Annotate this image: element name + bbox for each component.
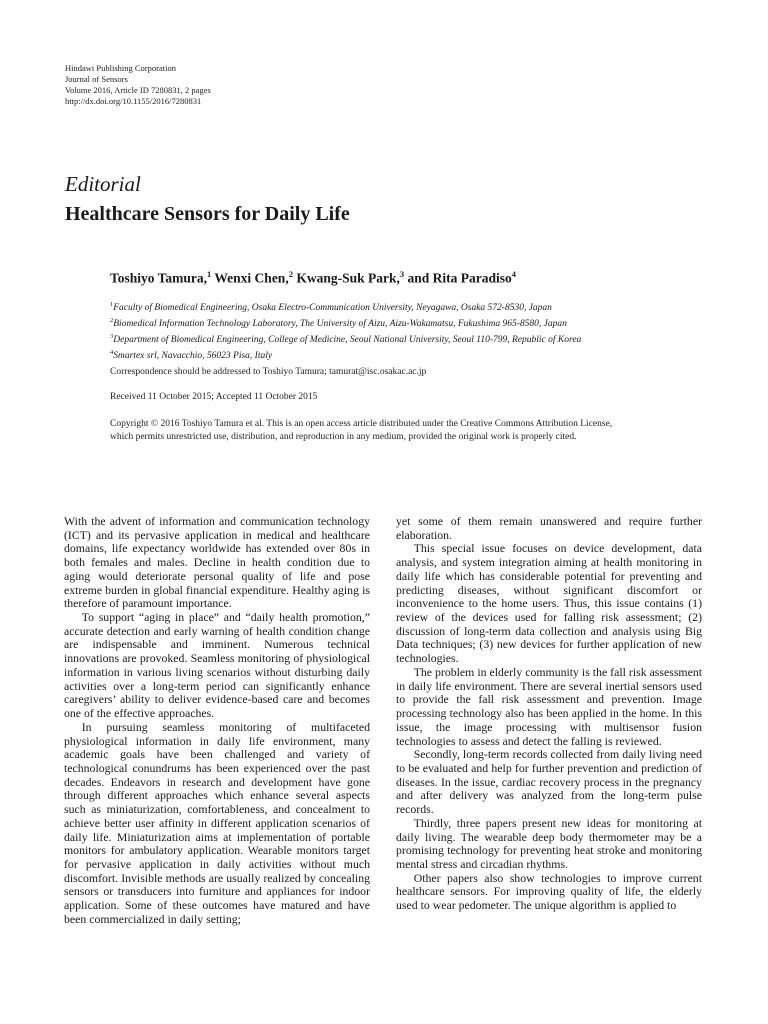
correspondence-line: Correspondence should be addressed to Toshiyo Tamura; tamurat@isc.osakac.ac.jp — [110, 367, 427, 377]
copyright-notice — [110, 418, 710, 444]
author-list — [110, 269, 516, 287]
body-paragraph: The problem in elderly community is the fall risk assessment in daily life environment. There are several inertial sensors used to provide the fall risk assessment and prevention. Image processing technology also has been applied in the home. In this issue, the image processing with multisensor fusion technologies to assess and detect the falling is reviewed. — [396, 664, 702, 748]
doi-link[interactable]: http://dx.doi.org/10.1155/2016/7280831 — [65, 96, 202, 106]
author-name: Toshiyo Tamura, — [110, 270, 208, 286]
copyright-line: which permits unrestricted use, distribution, and reproduction in any medium, provided the original work is properly cited. — [110, 432, 577, 442]
journal-header — [65, 63, 211, 107]
body-paragraph: Secondly, long-term records collected from daily living need to be evaluated and help for further prevention and prediction of diseases. In the issue, cardiac recovery process in the pregnancy and after delivery was analyzed from the long-term pulse records. — [396, 747, 702, 817]
author-affiliation-mark: 2 — [288, 269, 293, 279]
body-column-left — [64, 515, 370, 927]
author-affiliation-mark: 1 — [207, 269, 212, 279]
affiliation-mark: 2 — [110, 316, 114, 324]
article-type: Editorial — [65, 172, 141, 196]
author-name: and Rita Paradiso — [404, 270, 512, 286]
article-title: Healthcare Sensors for Daily Life — [65, 203, 350, 225]
body-paragraph: Thirdly, three papers present new ideas for monitoring at daily living. The wearable deep body thermometer may be a promising technology for preventing heat stroke and monitoring mental stress and circadian rhythms. — [396, 815, 702, 871]
affiliation-text: Department of Biomedical Engineering, College of Medicine, Seoul National University, Seoul 110-799, Republic of Korea — [113, 335, 582, 346]
affiliation-item — [110, 315, 581, 331]
body-paragraph: This special issue focuses on device development, data analysis, and system integration aiming at health monitoring in daily life which has considerable potential for preventing and predicting diseases, without significant discomfort or inconvenience to the home users. Thus, this issue contains (1) review of the devices used for falling risk assessment; (2) discussion of long-term data collection and analysis using Big Data techniques; (3) new devices for further application of new technologies. — [396, 541, 702, 666]
volume-info: Volume 2016, Article ID 7280831, 2 pages — [65, 85, 211, 95]
affiliation-mark: 1 — [110, 301, 114, 308]
affiliation-item — [110, 299, 581, 315]
affiliation-item — [110, 347, 581, 363]
author-affiliation-mark: 4 — [511, 269, 516, 279]
copyright-line: Copyright © 2016 Toshiyo Tamura et al. This is an open access article distributed under the Creative Commons Attribution License, — [110, 419, 613, 429]
affiliations — [110, 299, 581, 363]
body-paragraph: Other papers also show technologies to improve current healthcare sensors. For improving quality of life, the elderly used to wear pedometer. The unique algorithm is applied to — [396, 870, 702, 913]
affiliation-mark: 4 — [110, 348, 114, 356]
body-paragraph: To support “aging in place” and “daily health promotion,” accurate detection and early warning of health condition change are indispensable and imminent. Numerous technical innovations are provoked. Seamless monitoring of physiological information in various living scenarios without disturbing daily activities over a long-term period can significantly enhance caregivers’ ability to deliver evidence-based care and becomes one of the effective approaches. — [64, 610, 370, 721]
author-name: Kwang-Suk Park, — [292, 270, 400, 286]
author-affiliation-mark: 3 — [399, 269, 405, 279]
journal-name: Journal of Sensors — [65, 74, 128, 84]
publisher-name: Hindawi Publishing Corporation — [65, 63, 176, 73]
body-paragraph: yet some of them remain unanswered and require further elaboration. — [396, 514, 702, 542]
affiliation-mark: 3 — [110, 332, 114, 340]
author-name: Wenxi Chen, — [211, 270, 289, 286]
affiliation-text: Faculty of Biomedical Engineering, Osaka Electro-Communication University, Neyagawa, Osaka 572-8530, Japan — [113, 303, 552, 314]
body-paragraph: With the advent of information and communication technology (ICT) and its pervasive application in medical and healthcare domains, life expectancy worldwide has extended over 80s in both females and males. Decline in health condition due to aging would deteriorate personal quality of life and pose extreme burden in global financial expenditure. Healthy aging is therefore of paramount importance. — [64, 514, 370, 611]
body-column-right — [396, 515, 702, 913]
affiliation-text: Smartex srl, Navacchio, 56023 Pisa, Italy — [113, 351, 273, 362]
received-accepted-dates: Received 11 October 2015; Accepted 11 October 2015 — [110, 392, 318, 402]
body-paragraph: In pursuing seamless monitoring of multifaceted physiological information in daily life environment, many academic goals have been challenged and variety of technological conundrums has been experienced over the past decades. Endeavors in research and development have gone through different approaches which enhance several aspects such as miniaturization, comfortableness, and concealment to achieve better user affinity in different application scenarios of daily life. Miniaturization aims at implementation of portable monitors for ambulatory application. Wearable monitors target for pervasive application in daily activities without much discomfort. Invisible methods are usually realized by concealing sensors or transducers into furniture and appliances for indoor application. Some of these outcomes have matured and have been commercialized in daily setting; — [64, 719, 370, 926]
affiliation-item — [110, 331, 581, 347]
affiliation-text: Biomedical Information Technology Laboratory, The University of Aizu, Aizu-Wakamatsu, Fukushima 965-8580, Japan — [113, 319, 567, 330]
